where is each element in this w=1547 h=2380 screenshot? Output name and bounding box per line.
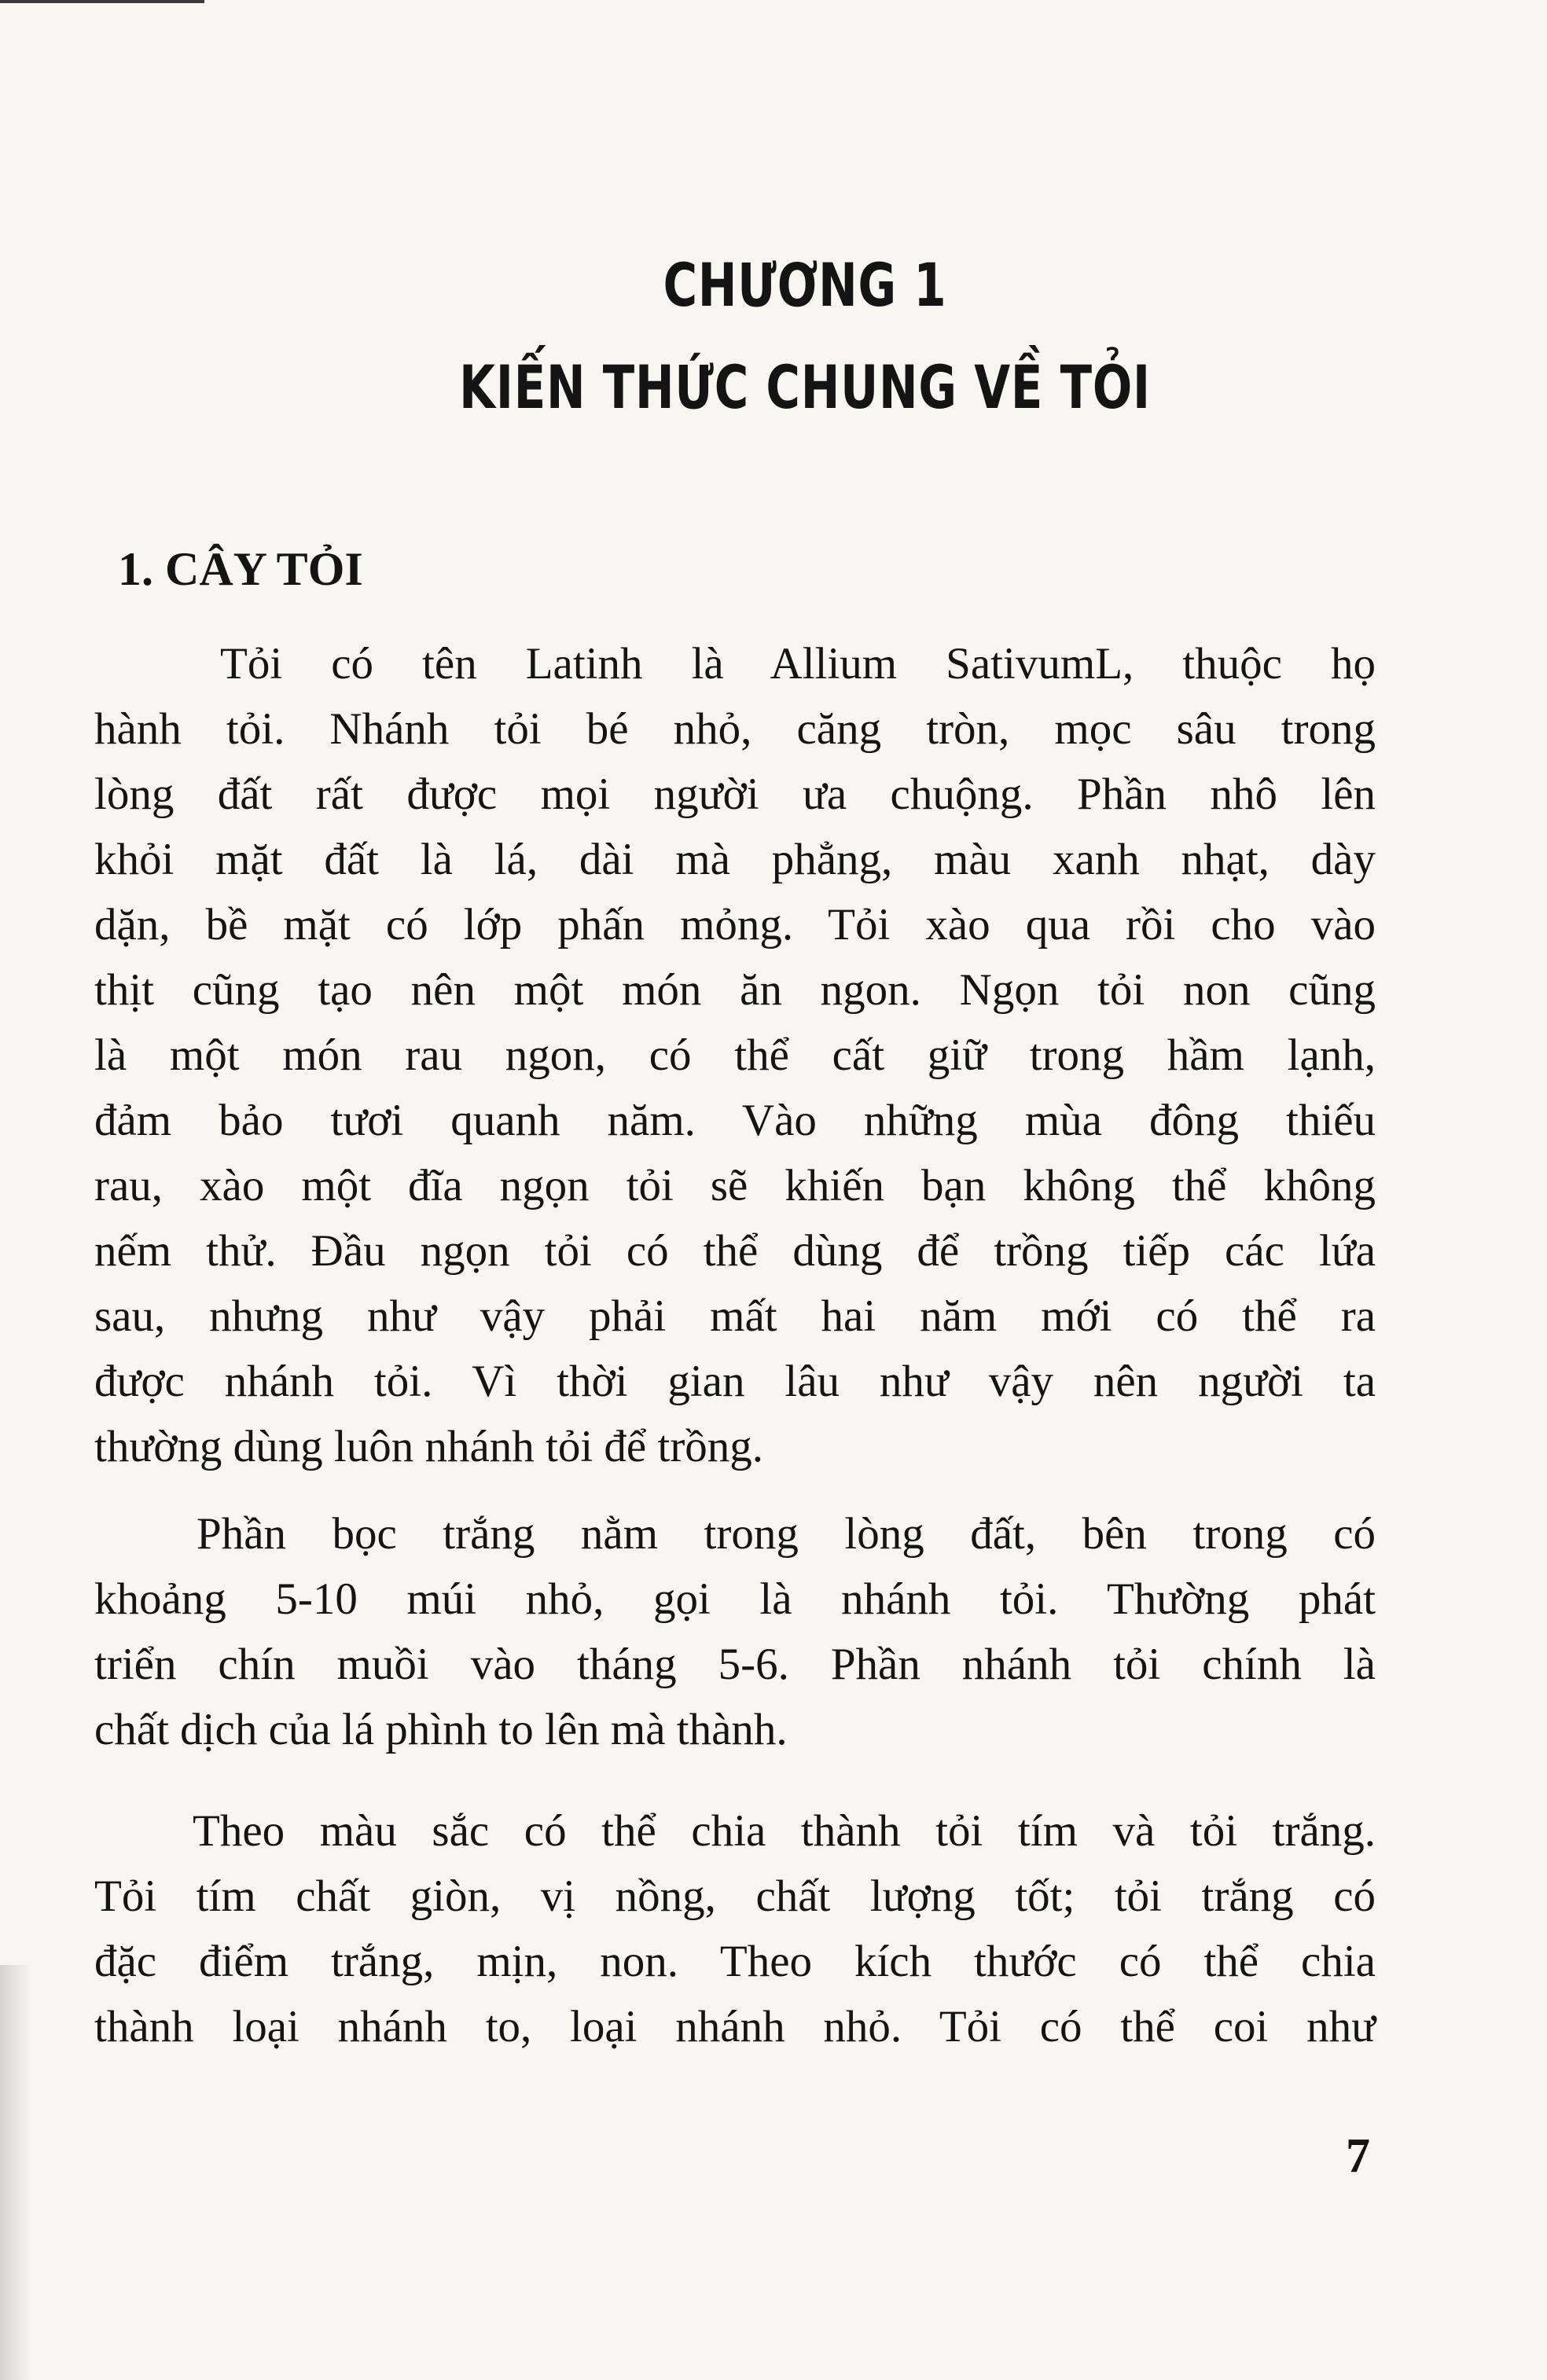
paragraph-line: Theo màu sắc có thể chia thành tỏi tím và tỏi trắng. — [193, 1806, 1376, 1856]
paragraph-line: khỏi mặt đất là lá, dài mà phẳng, màu xanh nhạt, dày — [94, 835, 1376, 884]
paragraph-line: thường dùng luôn nhánh tỏi để trồng. — [94, 1422, 764, 1471]
paragraph-line: là một món rau ngon, có thể cất giữ trong hầm lạnh, — [94, 1030, 1376, 1080]
paragraph-line: Phần bọc trắng nằm trong lòng đất, bên trong có — [197, 1509, 1376, 1559]
paragraph-line: sau, nhưng như vậy phải mất hai năm mới có thể ra — [94, 1291, 1376, 1341]
paragraph-line: nếm thử. Đầu ngọn tỏi có thể dùng để trồng tiếp các lứa — [94, 1226, 1376, 1276]
paragraph-1 — [94, 631, 1376, 1479]
section-heading: 1. CÂY TỎI — [118, 543, 363, 595]
chapter-title: KIẾN THỨC CHUNG VỀ TỎI — [459, 352, 1151, 422]
paragraph-line: khoảng 5-10 múi nhỏ, gọi là nhánh tỏi. Thường phát — [94, 1574, 1376, 1624]
paragraph-line: triển chín muồi vào tháng 5-6. Phần nhánh tỏi chính là — [94, 1640, 1376, 1689]
paragraph-line: đặc điểm trắng, mịn, non. Theo kích thước có thể chia — [94, 1937, 1376, 1986]
paragraph-line: Tỏi tím chất giòn, vị nồng, chất lượng tốt; tỏi trắng có — [94, 1871, 1376, 1921]
paragraph-2 — [94, 1501, 1376, 1762]
paragraph-line: thành loại nhánh to, loại nhánh nhỏ. Tỏi có thể coi như — [94, 2002, 1376, 2051]
paragraph-line: rau, xào một đĩa ngọn tỏi sẽ khiến bạn không thể không — [94, 1161, 1376, 1210]
paragraph-line: dặn, bề mặt có lớp phấn mỏng. Tỏi xào qua rồi cho vào — [94, 900, 1376, 949]
paragraph-line: chất dịch của lá phình to lên mà thành. — [94, 1705, 788, 1754]
paragraph-line: hành tỏi. Nhánh tỏi bé nhỏ, căng tròn, mọc sâu trong — [94, 704, 1376, 754]
paragraph-line: được nhánh tỏi. Vì thời gian lâu như vậy nên người ta — [94, 1357, 1376, 1406]
paragraph-line: đảm bảo tươi quanh năm. Vào những mùa đông thiếu — [94, 1096, 1376, 1145]
paragraph-3 — [94, 1798, 1376, 2059]
paragraph-line: thịt cũng tạo nên một món ăn ngon. Ngọn tỏi non cũng — [94, 965, 1376, 1015]
page-number: 7 — [1346, 2129, 1370, 2183]
paragraph-line: lòng đất rất được mọi người ưa chuộng. Phần nhô lên — [94, 769, 1376, 819]
paragraph-line: Tỏi có tên Latinh là Allium SativumL, thuộc họ — [220, 639, 1376, 689]
chapter-label: CHƯƠNG 1 — [663, 250, 947, 320]
